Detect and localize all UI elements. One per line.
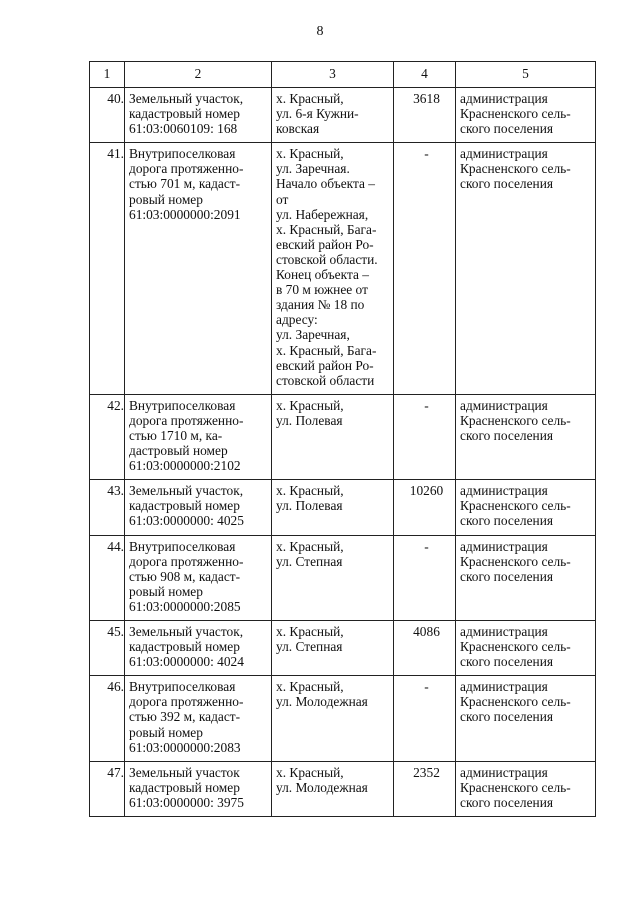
address-cell: х. Красный, ул. Заречная. Начало объекта – от ул. Набережная, х. Красный, Бага- евский район Ро- стовской области. Конец объекта – в 70 м южнее от здания № 18 по адресу: ул. Заречная, х. Красный, Бага- евский район Ро- стовской области <box>272 143 394 395</box>
owner-cell: администрация Красненского сель- ского поселения <box>456 761 596 816</box>
address-cell: х. Красный, ул. Полевая <box>272 480 394 535</box>
object-description-cell: Внутрипоселковая дорога протяженно- стью 1710 м, ка- дастровый номер 61:03:0000000:2102 <box>125 394 272 479</box>
object-description-cell: Земельный участок, кадастровый номер 61:03:0000000: 4025 <box>125 480 272 535</box>
area-cell: - <box>394 535 456 620</box>
table-row <box>90 761 596 816</box>
area-cell: - <box>394 394 456 479</box>
address-cell: х. Красный, ул. 6-я Кужни- ковская <box>272 88 394 143</box>
column-header-address: 3 <box>272 62 394 88</box>
address-cell: х. Красный, ул. Молодежная <box>272 761 394 816</box>
object-description-cell: Земельный участок, кадастровый номер 61:03:0060109: 168 <box>125 88 272 143</box>
object-description-cell: Внутрипоселковая дорога протяженно- стью 392 м, кадаст- ровый номер 61:03:0000000:2083 <box>125 676 272 761</box>
row-number-cell: 44. <box>90 535 125 620</box>
owner-cell: администрация Красненского сель- ского поселения <box>456 676 596 761</box>
table-row <box>90 480 596 535</box>
owner-cell: администрация Красненского сель- ского поселения <box>456 621 596 676</box>
column-header-owner: 5 <box>456 62 596 88</box>
table-header-row <box>90 62 596 88</box>
table-row <box>90 394 596 479</box>
property-table <box>89 61 596 817</box>
column-header-object: 2 <box>125 62 272 88</box>
address-cell: х. Красный, ул. Полевая <box>272 394 394 479</box>
column-header-area: 4 <box>394 62 456 88</box>
address-cell: х. Красный, ул. Степная <box>272 621 394 676</box>
object-description-cell: Внутрипоселковая дорога протяженно- стью 701 м, кадаст- ровый номер 61:03:0000000:2091 <box>125 143 272 395</box>
row-number-cell: 42. <box>90 394 125 479</box>
table-row <box>90 143 596 395</box>
column-header-number: 1 <box>90 62 125 88</box>
row-number-cell: 41. <box>90 143 125 395</box>
address-cell: х. Красный, ул. Степная <box>272 535 394 620</box>
table-row <box>90 676 596 761</box>
row-number-cell: 43. <box>90 480 125 535</box>
object-description-cell: Земельный участок кадастровый номер 61:03:0000000: 3975 <box>125 761 272 816</box>
owner-cell: администрация Красненского сель- ского поселения <box>456 480 596 535</box>
row-number-cell: 46. <box>90 676 125 761</box>
table-row <box>90 535 596 620</box>
row-number-cell: 45. <box>90 621 125 676</box>
object-description-cell: Внутрипоселковая дорога протяженно- стью 908 м, кадаст- ровый номер 61:03:0000000:2085 <box>125 535 272 620</box>
owner-cell: администрация Красненского сель- ского поселения <box>456 394 596 479</box>
area-cell: 2352 <box>394 761 456 816</box>
area-cell: - <box>394 676 456 761</box>
page-number: 8 <box>316 24 324 39</box>
area-cell: 4086 <box>394 621 456 676</box>
row-number-cell: 47. <box>90 761 125 816</box>
area-cell: 10260 <box>394 480 456 535</box>
address-cell: х. Красный, ул. Молодежная <box>272 676 394 761</box>
object-description-cell: Земельный участок, кадастровый номер 61:03:0000000: 4024 <box>125 621 272 676</box>
area-cell: - <box>394 143 456 395</box>
owner-cell: администрация Красненского сель- ского поселения <box>456 88 596 143</box>
row-number-cell: 40. <box>90 88 125 143</box>
table-row <box>90 88 596 143</box>
owner-cell: администрация Красненского сель- ского поселения <box>456 143 596 395</box>
table-row <box>90 621 596 676</box>
owner-cell: администрация Красненского сель- ского поселения <box>456 535 596 620</box>
area-cell: 3618 <box>394 88 456 143</box>
